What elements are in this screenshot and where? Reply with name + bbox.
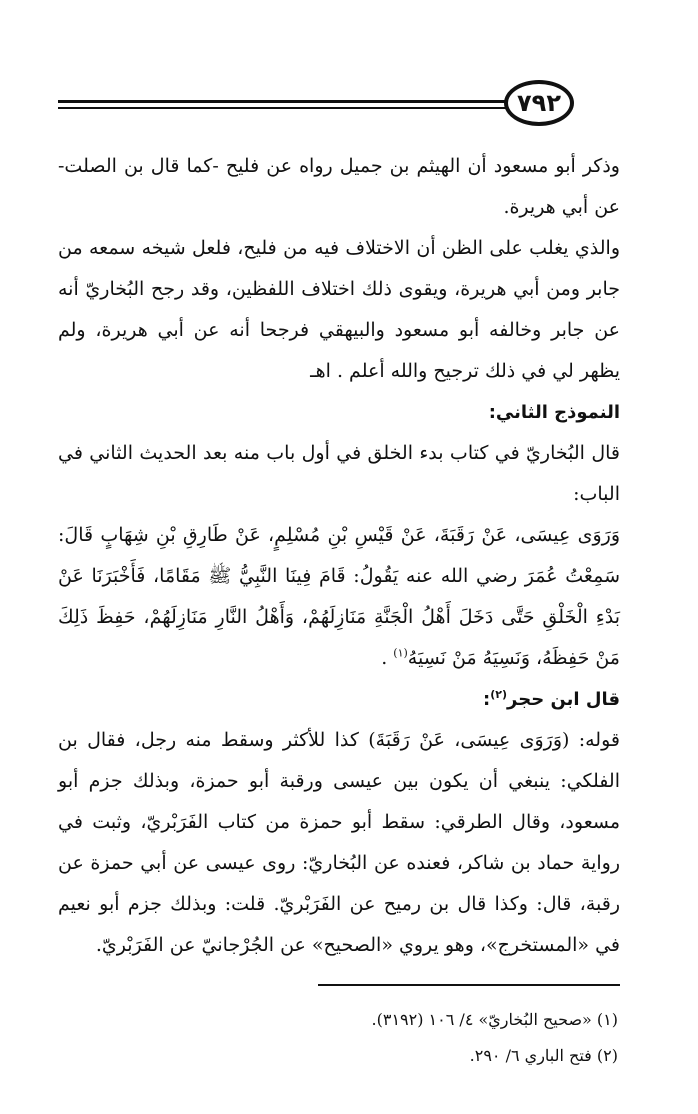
footnote-2: (٢) فتح الباري ٦/ ٢٩٠. [469,1046,618,1065]
header-rule-thin [58,107,508,109]
section-heading-ibn-hajar [58,679,620,720]
commentary-paragraph: قوله: (وَرَوَى عِيسَى، عَنْ رَقَبَةَ) كذا للأكثر وسقط منه رجل، فقال بن الفلكي: ينبغي أن يكون بين عيسى ورقبة أبو حمزة، وبذلك جزم أبو مسعود، وقال الطرقي: سقط أبو حمزة من كتاب الفَرَبْريّ، وثبت في رواية حماد بن شاكر، فعنده عن البُخاريّ: روى عيسى عن أبي حمزة عن رقبة، قال: وكذا قال بن رميح عن الفَرَبْريّ. قلت: وبذلك جزم أبو نعيم في «المستخرج»، وهو يروي «الصحيح» عن الجُرْجانيّ عن الفَرَبْريّ. [58,729,620,956]
main-text [58,146,620,966]
footnote-ref-2[interactable]: (٢) [490,688,508,701]
heading-text: قال ابن حجر [507,689,620,710]
page-number: ٧٩٢ [517,89,561,117]
header-rule-thick [58,100,508,103]
footnote-ref-1[interactable]: (١) [393,646,408,660]
hadith-end: . [381,647,394,669]
footnotes [58,1002,618,1074]
page-header [58,78,618,128]
hadith-quote [58,515,620,679]
paragraph: وذكر أبو مسعود أن الهيثم بن جميل رواه عن فليح -كما قال بن الصلت- عن أبي هريرة. [58,155,620,218]
hadith-text: وَرَوَى عِيسَى، عَنْ رَقَبَةَ، عَنْ قَيْسِ بْنِ مُسْلِمٍ، عَنْ طَارِقِ بْنِ شِهَابٍ قَالَ: سَمِعْتُ عُمَرَ رضي الله عنه يَقُولُ: قَامَ فِينَا النَّبِيُّ ﷺ مَقَامًا، فَأَخْبَرَنَا عَنْ بَدْءِ الْخَلْقِ حَتَّى دَخَلَ أَهْلُ الْجَنَّةِ مَنَازِلَهُمْ، وَأَهْلُ النَّارِ مَنَازِلَهُمْ، حَفِظَ ذَلِكَ مَنْ حَفِظَهُ، وَنَسِيَهُ مَنْ نَسِيَهُ [58,524,620,669]
paragraph: والذي يغلب على الظن أن الاختلاف فيه من فليح، فلعل شيخه سمعه من جابر ومن أبي هريرة، ويقوى ذلك اختلاف اللفظين، وقد رجح البُخاريّ أنه عن جابر وخالفه أبو مسعود والبيهقي فرجحا أنه عن أبي هريرة، ولم يظهر لي في ذلك ترجيح والله أعلم . اهـ [58,237,620,382]
heading-end: : [483,689,491,710]
section-heading: النموذج الثاني: [488,402,620,423]
page-number-badge [504,80,574,126]
footnote-1: (١) «صحيح البُخاريّ» ٤/ ١٠٦ (٣١٩٢). [371,1010,618,1029]
footnote-separator [318,984,620,986]
intro-paragraph: قال البُخاريّ في كتاب بدء الخلق في أول باب منه بعد الحديث الثاني في الباب: [58,442,620,505]
